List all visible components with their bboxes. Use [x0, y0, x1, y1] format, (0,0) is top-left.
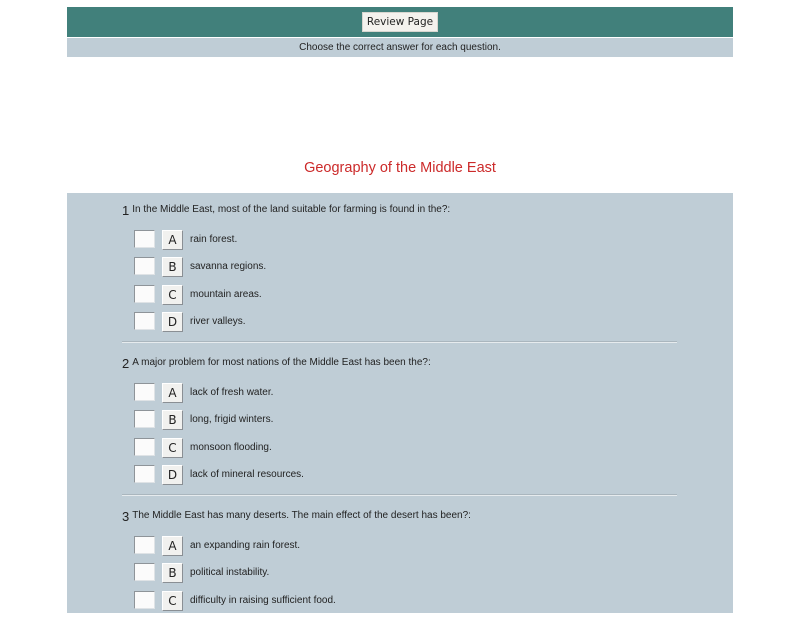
question-number: 2: [122, 356, 130, 371]
answer-checkbox[interactable]: [134, 230, 155, 248]
question-text: The Middle East has many deserts. The main effect of the desert has been?:: [132, 510, 471, 521]
choice-letter-button[interactable]: B: [162, 410, 183, 430]
choice-letter-button[interactable]: C: [162, 438, 183, 458]
question-1: [122, 199, 677, 339]
choice-letter-button[interactable]: B: [162, 257, 183, 277]
answer-option-c: [122, 285, 677, 312]
question-text: A major problem for most nations of the Middle East has been the?:: [132, 357, 431, 368]
answer-checkbox[interactable]: [134, 465, 155, 483]
instructions-text: Choose the correct answer for each question.: [299, 42, 501, 53]
quiz-title: Geography of the Middle East: [304, 160, 496, 176]
answer-options: [122, 230, 677, 339]
question-header: [122, 199, 677, 217]
question-number: 3: [122, 509, 130, 524]
option-text: monsoon flooding.: [190, 441, 272, 453]
choice-letter-button[interactable]: C: [162, 591, 183, 611]
instructions-bar: [67, 38, 733, 57]
top-toolbar: [67, 7, 733, 37]
question-header: [122, 352, 677, 370]
answer-checkbox[interactable]: [134, 438, 155, 456]
question-number: 1: [122, 203, 130, 218]
question-3: [122, 505, 677, 618]
answer-checkbox[interactable]: [134, 285, 155, 303]
answer-options: [122, 536, 677, 618]
question-divider: [122, 494, 677, 496]
answer-checkbox[interactable]: [134, 383, 155, 401]
option-text: river valleys.: [190, 315, 246, 327]
choice-letter-button[interactable]: D: [162, 465, 183, 485]
answer-option-d: [122, 312, 677, 339]
answer-option-c: [122, 591, 677, 618]
option-text: long, frigid winters.: [190, 414, 274, 426]
answer-option-b: [122, 410, 677, 437]
answer-option-a: [122, 536, 677, 563]
option-text: rain forest.: [190, 234, 238, 245]
answer-option-a: [122, 383, 677, 410]
answer-checkbox[interactable]: [134, 312, 155, 330]
answer-option-d: [122, 465, 677, 492]
choice-letter-button[interactable]: A: [162, 383, 183, 403]
option-text: mountain areas.: [190, 288, 262, 300]
answer-checkbox[interactable]: [134, 257, 155, 275]
answer-checkbox[interactable]: [134, 536, 155, 554]
choice-letter-button[interactable]: D: [162, 312, 183, 332]
answer-checkbox[interactable]: [134, 410, 155, 428]
answer-option-b: [122, 257, 677, 284]
option-text: an expanding rain forest.: [190, 540, 301, 551]
choice-letter-button[interactable]: A: [162, 536, 183, 556]
choice-letter-button[interactable]: C: [162, 285, 183, 305]
question-2: [122, 352, 677, 492]
option-text: lack of fresh water.: [190, 387, 274, 398]
option-text: difficulty in raising sufficient food.: [190, 594, 336, 606]
choice-letter-button[interactable]: B: [162, 563, 183, 583]
choice-letter-button[interactable]: A: [162, 230, 183, 250]
review-page-button[interactable]: Review Page: [362, 12, 438, 32]
option-text: lack of mineral resources.: [190, 468, 304, 480]
question-text: In the Middle East, most of the land suitable for farming is found in the?:: [132, 204, 451, 215]
question-divider: [122, 341, 677, 343]
answer-options: [122, 383, 677, 492]
answer-option-c: [122, 438, 677, 465]
answer-option-a: [122, 230, 677, 257]
answer-checkbox[interactable]: [134, 563, 155, 581]
answer-option-b: [122, 563, 677, 590]
questions-panel: [67, 193, 733, 613]
option-text: savanna regions.: [190, 261, 267, 273]
question-header: [122, 505, 677, 523]
option-text: political instability.: [190, 567, 270, 579]
